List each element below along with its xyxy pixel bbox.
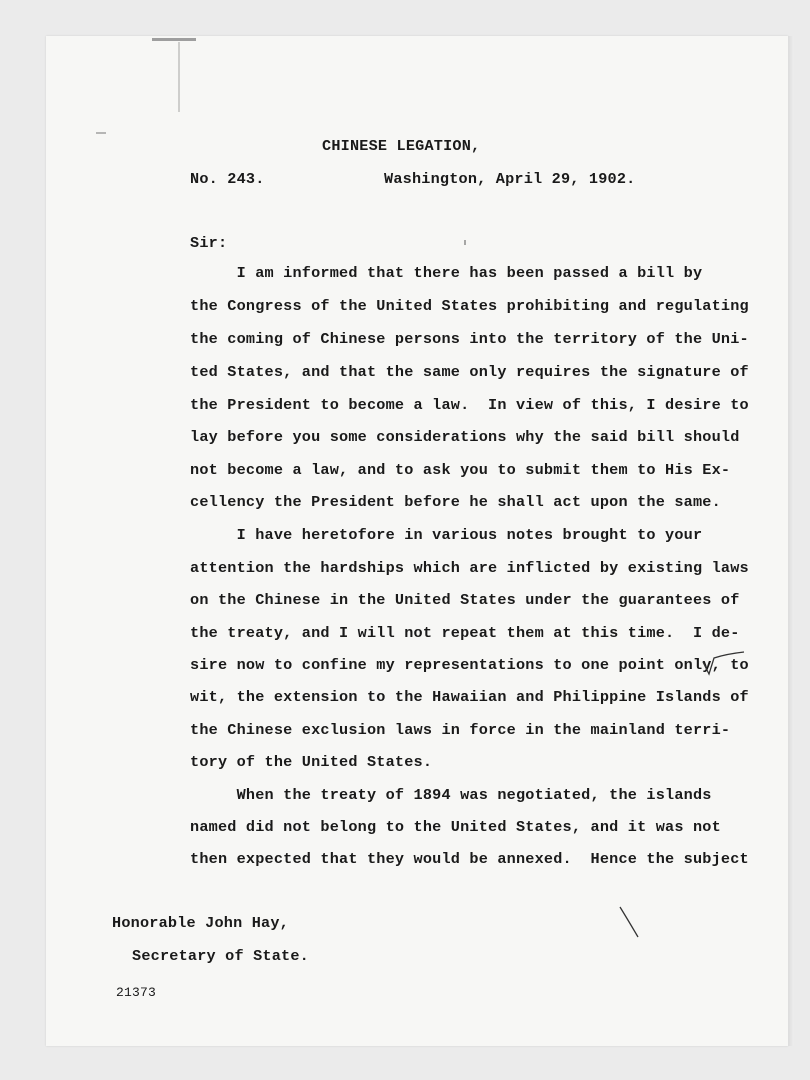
body-line: the President to become a law. In view of this, I desire to [190,396,749,414]
body-line: named did not belong to the United States, and it was not [190,818,721,836]
body-line: wit, the extension to the Hawaiian and Philippine Islands of [190,688,749,706]
body-line: not become a law, and to ask you to submit them to His Ex- [190,461,731,479]
body-line: sire now to confine my representations to one point only, to [190,656,749,674]
body-line: lay before you some considerations why the said bill should [190,428,740,446]
body-line: the Congress of the United States prohibiting and regulating [190,297,749,315]
body-line: attention the hardships which are inflicted by existing laws [190,559,749,577]
body-line: When the treaty of 1894 was negotiated, the islands [190,786,712,804]
place-and-date: Washington, April 29, 1902. [384,170,636,188]
pencil-check-mark [700,648,746,678]
letter-number: No. 243. [190,170,265,188]
body-line: I am informed that there has been passed a bill by [190,264,703,282]
addressee-title: Secretary of State. [132,947,309,965]
salutation: Sir: [190,234,228,252]
file-number: 21373 [116,985,157,1000]
body-line: ted States, and that the same only requires the signature of [190,363,749,381]
body-line: the coming of Chinese persons into the territory of the Uni- [190,330,749,348]
pencil-stroke [616,904,644,940]
letterhead: CHINESE LEGATION, [322,137,481,155]
body-line: cellency the President before he shall act upon the same. [190,493,721,511]
body-line: I have heretofore in various notes brought to your [190,526,703,544]
body-line: the treaty, and I will not repeat them at this time. I de- [190,624,740,642]
body-line: then expected that they would be annexed. Hence the subject [190,850,749,868]
addressee-name: Honorable John Hay, [112,914,289,932]
body-line: tory of the United States. [190,753,433,771]
body-line: the Chinese exclusion laws in force in the mainland terri- [190,721,731,739]
body-line: on the Chinese in the United States under the guarantees of [190,591,740,609]
